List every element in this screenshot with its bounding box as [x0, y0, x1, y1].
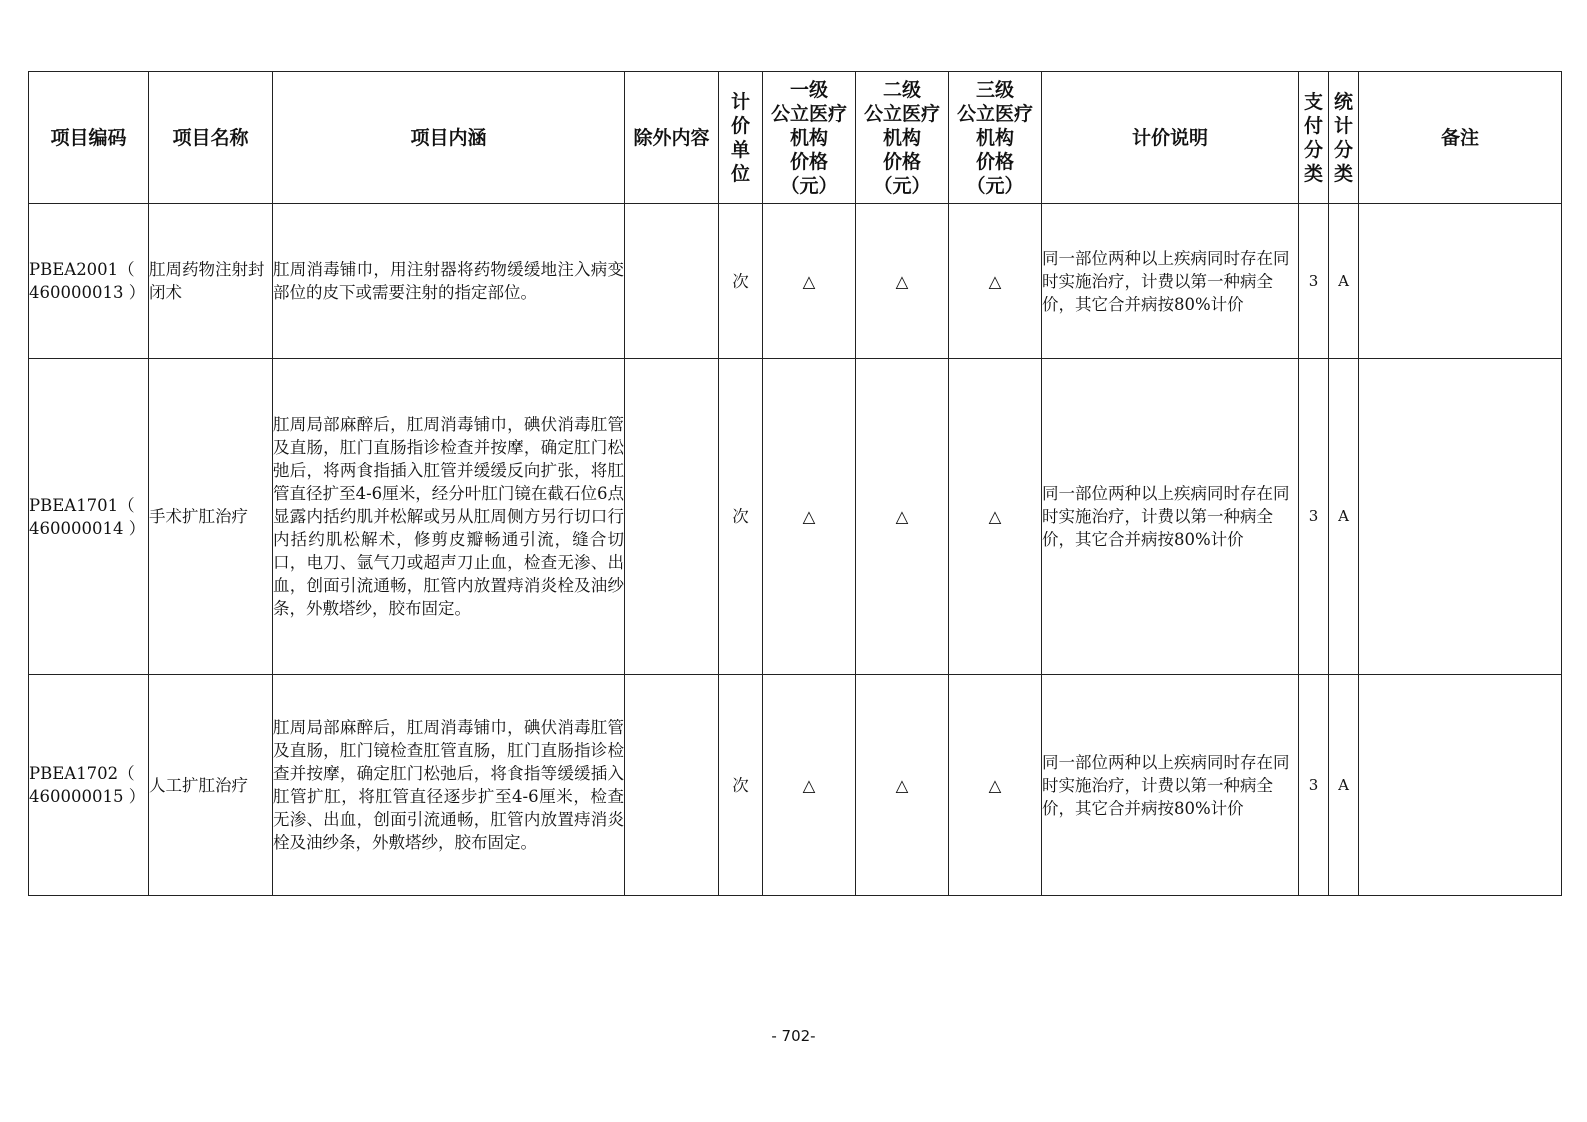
row-level1: △ [763, 359, 856, 675]
row-content: 肛周消毒铺巾，用注射器将药物缓缓地注入病变部位的皮下或需要注射的指定部位。 [273, 204, 625, 359]
header-unit-text: 计 价 单 位 [730, 90, 750, 185]
table-row [29, 675, 1562, 896]
row-level3: △ [949, 359, 1042, 675]
row-level2: △ [856, 359, 949, 675]
header-level3 [949, 72, 1042, 204]
row-unit: 次 [719, 359, 763, 675]
header-pay-class [1299, 72, 1329, 204]
header-unit [719, 72, 763, 204]
header-remark: 备注 [1359, 72, 1562, 204]
table-row [29, 204, 1562, 359]
row-remark [1359, 359, 1562, 675]
row-pay-class: 3 [1299, 675, 1329, 896]
row-level3: △ [949, 204, 1042, 359]
row-code: PBEA1702（ 460000015 ） [29, 675, 149, 896]
header-level3-text: 三级 公立医疗 机构 价格 （元） [956, 78, 1033, 197]
price-table [28, 71, 1562, 896]
row-name: 人工扩肛治疗 [149, 675, 273, 896]
row-content: 肛周局部麻醉后，肛周消毒铺巾，碘伏消毒肛管及直肠，肛门镜检查肛管直肠，肛门直肠指诊检查并按摩，确定肛门松弛后，将食指等缓缓插入肛管扩肛，将肛管直径逐步扩至4-6厘米，检查无渗、出血，创面引流通畅，肛管内放置痔消炎栓及油纱条，外敷塔纱，胶布固定。 [273, 675, 625, 896]
row-content: 肛周局部麻醉后，肛周消毒铺巾，碘伏消毒肛管及直肠，肛门直肠指诊检查并按摩，确定肛门松弛后，将两食指插入肛管并缓缓反向扩张，将肛管直径扩至4-6厘米，经分叶肛门镜在截石位6点显露内括约肌并松解或另从肛周侧方另行切口行内括约肌松解术，修剪皮瓣畅通引流，缝合切口，电刀、氩气刀或超声刀止血，检查无渗、出血，创面引流通畅，肛管内放置痔消炎栓及油纱条，外敷塔纱，胶布固定。 [273, 359, 625, 675]
header-level2 [856, 72, 949, 204]
row-pricing-note: 同一部位两种以上疾病同时存在同时实施治疗，计费以第一种病全价，其它合并病按80%计价 [1042, 204, 1299, 359]
row-unit: 次 [719, 675, 763, 896]
row-level3: △ [949, 675, 1042, 896]
header-content: 项目内涵 [273, 72, 625, 204]
header-stat-class-text: 统 计 分 类 [1333, 90, 1353, 185]
header-level1-text: 一级 公立医疗 机构 价格 （元） [770, 78, 847, 197]
header-row [29, 72, 1562, 204]
row-level1: △ [763, 675, 856, 896]
row-exclusion [625, 204, 719, 359]
row-pay-class: 3 [1299, 359, 1329, 675]
table-row [29, 359, 1562, 675]
row-exclusion [625, 675, 719, 896]
header-stat-class [1329, 72, 1359, 204]
row-exclusion [625, 359, 719, 675]
row-name: 肛周药物注射封闭术 [149, 204, 273, 359]
row-level1: △ [763, 204, 856, 359]
row-stat-class: A [1329, 204, 1359, 359]
header-pay-class-text: 支 付 分 类 [1303, 90, 1323, 185]
row-stat-class: A [1329, 359, 1359, 675]
row-code: PBEA1701（ 460000014 ） [29, 359, 149, 675]
page-number: - 702- [771, 1027, 816, 1045]
row-remark [1359, 204, 1562, 359]
row-pay-class: 3 [1299, 204, 1329, 359]
header-pricing-note: 计价说明 [1042, 72, 1299, 204]
row-name: 手术扩肛治疗 [149, 359, 273, 675]
row-level2: △ [856, 204, 949, 359]
row-level2: △ [856, 675, 949, 896]
row-code: PBEA2001（ 460000013 ） [29, 204, 149, 359]
header-exclusion: 除外内容 [625, 72, 719, 204]
row-unit: 次 [719, 204, 763, 359]
header-level1 [763, 72, 856, 204]
header-name: 项目名称 [149, 72, 273, 204]
row-stat-class: A [1329, 675, 1359, 896]
row-pricing-note: 同一部位两种以上疾病同时存在同时实施治疗，计费以第一种病全价，其它合并病按80%计价 [1042, 359, 1299, 675]
row-remark [1359, 675, 1562, 896]
header-code: 项目编码 [29, 72, 149, 204]
header-level2-text: 二级 公立医疗 机构 价格 （元） [863, 78, 940, 197]
row-pricing-note: 同一部位两种以上疾病同时存在同时实施治疗，计费以第一种病全价，其它合并病按80%计价 [1042, 675, 1299, 896]
